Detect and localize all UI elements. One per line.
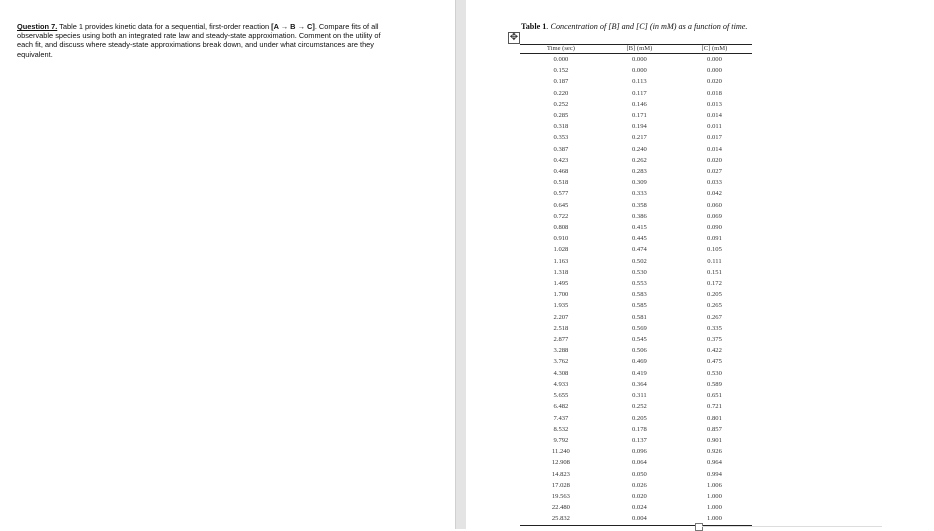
cell-b: 0.585	[631, 302, 647, 310]
table-row	[520, 99, 752, 110]
table-row	[520, 110, 752, 121]
table-row	[520, 188, 752, 199]
cell-b: 0.096	[631, 448, 647, 456]
table-row	[520, 54, 752, 66]
cell-c: 0.151	[707, 268, 722, 276]
table-row	[520, 155, 752, 166]
cell-time: 0.318	[553, 123, 569, 131]
table-row	[520, 177, 752, 188]
question-text-part1: Table 1 provides kinetic data for a sequential, first-order reaction	[57, 22, 272, 31]
cell-time: 5.655	[553, 392, 569, 400]
cell-b: 0.364	[631, 380, 647, 388]
table-row	[520, 480, 752, 491]
cell-c: 0.205	[707, 291, 722, 299]
table-row	[520, 256, 752, 267]
table-row	[520, 121, 752, 132]
cell-b: 0.024	[631, 504, 647, 512]
table-row	[520, 401, 752, 412]
table-row	[520, 457, 752, 468]
table-row	[520, 289, 752, 300]
cell-time: 2.877	[553, 336, 569, 344]
cell-c: 1.000	[707, 492, 722, 500]
cell-b: 0.469	[631, 358, 647, 366]
cell-c: 0.042	[707, 190, 722, 198]
cell-c: 0.589	[707, 380, 722, 388]
cell-b: 0.581	[631, 313, 647, 321]
cell-b: 0.419	[631, 369, 647, 377]
cell-c: 0.017	[707, 134, 722, 142]
right-page	[466, 0, 934, 529]
table-row	[520, 300, 752, 311]
header-time: Time (sec)	[520, 45, 602, 54]
table-body	[520, 54, 752, 526]
table-row	[520, 390, 752, 401]
cell-b: 0.205	[631, 414, 647, 422]
table-row	[520, 88, 752, 99]
cell-b: 0.445	[631, 235, 647, 243]
move-icon[interactable]: ✥	[509, 32, 519, 43]
cell-b: 0.386	[631, 212, 647, 220]
table-caption	[521, 22, 747, 31]
cell-c: 0.530	[707, 369, 722, 377]
table-row	[520, 222, 752, 233]
table-row	[520, 368, 752, 379]
table-row	[520, 379, 752, 390]
cell-time: 0.252	[553, 100, 569, 108]
table-row	[520, 166, 752, 177]
cell-b: 0.020	[631, 492, 647, 500]
cell-b: 0.171	[631, 112, 647, 120]
cell-time: 0.152	[553, 67, 569, 75]
cell-b: 0.283	[631, 168, 647, 176]
table-row	[520, 446, 752, 457]
table-row	[520, 323, 752, 334]
cell-time: 2.518	[553, 324, 569, 332]
table-row	[520, 435, 752, 446]
cell-c: 0.013	[707, 100, 722, 108]
table-row	[520, 312, 752, 323]
cell-time: 2.207	[553, 313, 569, 321]
table-row	[520, 132, 752, 143]
cell-time: 1.495	[553, 280, 569, 288]
cell-c: 0.014	[707, 145, 722, 153]
cell-c: 0.857	[707, 425, 722, 433]
cell-b: 0.474	[631, 246, 647, 254]
cell-time: 1.700	[553, 291, 569, 299]
cell-b: 0.000	[631, 67, 647, 75]
cell-b: 0.358	[631, 201, 647, 209]
cell-time: 0.000	[553, 56, 569, 63]
question-number: Question 7.	[17, 22, 58, 31]
cell-time: 6.482	[553, 403, 569, 411]
cell-b: 0.240	[631, 145, 647, 153]
cell-b: 0.004	[602, 513, 677, 525]
cell-c: 0.375	[707, 336, 722, 344]
table-row	[520, 334, 752, 345]
cell-time: 1.318	[553, 268, 569, 276]
table-row	[520, 502, 752, 513]
cell-c: 0.105	[707, 246, 722, 254]
concentration-table	[520, 44, 752, 526]
cell-b: 0.064	[631, 459, 647, 467]
cell-c: 1.006	[707, 481, 722, 489]
cell-b: 0.217	[631, 134, 647, 142]
cell-c: 0.000	[707, 67, 722, 75]
cell-c: 0.964	[707, 459, 722, 467]
cell-c: 0.265	[707, 302, 722, 310]
table-row	[520, 424, 752, 435]
cell-c: 0.027	[707, 168, 722, 176]
cell-c: 0.801	[707, 414, 722, 422]
table-row	[520, 469, 752, 480]
cell-c: 0.014	[707, 112, 722, 120]
cell-c: 0.000	[707, 56, 722, 63]
cell-time: 9.792	[553, 436, 569, 444]
cell-b: 0.569	[631, 324, 647, 332]
cell-c: 0.018	[707, 89, 722, 97]
question-text-part2: . Compare fits of all observable species using both an integrated rate law and steady-state approximation. Comment on the utility of each fit, and discuss where steady-state approximations break down, and under what circumstances are they equivalent.	[17, 22, 381, 59]
cell-time: 7.437	[553, 414, 569, 422]
cell-b: 0.026	[631, 481, 647, 489]
table-row	[520, 144, 752, 155]
cell-b: 0.178	[631, 425, 647, 433]
cell-c: 0.267	[707, 313, 722, 321]
table-row	[520, 244, 752, 255]
cell-c: 0.475	[707, 358, 722, 366]
cell-c: 1.000	[707, 504, 722, 512]
table-row	[520, 267, 752, 278]
cell-b: 0.137	[631, 436, 647, 444]
cell-c: 0.721	[707, 403, 722, 411]
cell-b: 0.311	[632, 392, 647, 400]
cell-time: 8.532	[553, 425, 569, 433]
cell-time: 1.935	[553, 302, 569, 310]
cell-time: 0.220	[553, 89, 569, 97]
table-row	[520, 65, 752, 76]
cell-b: 0.415	[631, 224, 647, 232]
cell-c: 0.422	[707, 347, 722, 355]
cell-time: 0.468	[553, 168, 569, 176]
cell-b: 0.146	[631, 100, 647, 108]
cell-time: 0.353	[553, 134, 569, 142]
table-row	[520, 513, 752, 525]
cell-time: 0.910	[553, 235, 569, 243]
cell-b: 0.113	[632, 78, 647, 86]
table-row	[520, 345, 752, 356]
table-row	[520, 356, 752, 367]
table-caption-text: . Concentration of [B] and [C] (in mM) as a function of time.	[546, 22, 748, 31]
left-page	[0, 0, 455, 529]
cell-time: 4.308	[553, 369, 569, 377]
cell-c: 0.111	[707, 257, 722, 265]
cell-c: 0.091	[707, 235, 722, 243]
cell-c: 0.020	[707, 78, 722, 86]
cell-time: 4.933	[553, 380, 569, 388]
cell-time: 14.823	[551, 470, 570, 478]
cell-c: 0.994	[707, 470, 722, 478]
table-row	[520, 233, 752, 244]
cell-c: 0.926	[707, 448, 722, 456]
cell-b: 0.309	[631, 179, 647, 187]
cell-b: 0.000	[631, 56, 647, 63]
table-row	[520, 491, 752, 502]
cell-b: 0.545	[631, 336, 647, 344]
cell-b: 0.117	[632, 89, 647, 97]
reaction-scheme: [A → B → C]	[271, 22, 315, 31]
cell-b: 0.530	[631, 268, 647, 276]
cell-time: 3.762	[553, 358, 569, 366]
table-row	[520, 413, 752, 424]
cell-c: 0.090	[707, 224, 722, 232]
cell-c: 0.060	[707, 201, 722, 209]
cell-c: 0.033	[707, 179, 722, 187]
cell-time: 19.563	[551, 492, 570, 500]
cell-time: 1.028	[553, 246, 569, 254]
header-b: [B] (mM)	[602, 45, 677, 54]
question-text	[17, 22, 397, 59]
cell-time: 0.808	[553, 224, 569, 232]
cell-b: 0.252	[631, 403, 647, 411]
cell-time: 0.645	[553, 201, 569, 209]
cell-time: 0.187	[553, 78, 569, 86]
cell-c: 0.011	[707, 123, 722, 131]
table-row	[520, 200, 752, 211]
cell-time: 25.832	[520, 513, 602, 525]
cell-time: 17.028	[551, 481, 570, 489]
cell-b: 0.262	[631, 156, 647, 164]
cell-b: 0.502	[631, 257, 647, 265]
cell-time: 22.480	[551, 504, 570, 512]
cell-time: 12.908	[551, 459, 570, 467]
table-row	[520, 76, 752, 87]
cell-time: 0.518	[553, 179, 569, 187]
cell-c: 0.172	[707, 280, 722, 288]
cell-time: 3.288	[553, 347, 569, 355]
cell-time: 0.285	[553, 112, 569, 120]
cell-time: 0.423	[553, 156, 569, 164]
cell-time: 0.387	[553, 145, 569, 153]
cell-c: 0.069	[707, 212, 722, 220]
cell-time: 11.240	[551, 448, 570, 456]
cell-c: 0.335	[707, 324, 722, 332]
table-caption-label: Table 1	[521, 22, 547, 31]
cell-time: 1.163	[553, 257, 569, 265]
cell-c: 0.651	[707, 392, 722, 400]
cell-b: 0.506	[631, 347, 647, 355]
cell-b: 0.194	[631, 123, 647, 131]
cell-b: 0.583	[631, 291, 647, 299]
bottom-rule	[702, 526, 882, 527]
cell-c: 0.020	[707, 156, 722, 164]
cell-b: 0.050	[631, 470, 647, 478]
cell-c: 1.000	[677, 513, 752, 525]
header-c: [C] (mM)	[677, 45, 752, 54]
cell-time: 0.577	[553, 190, 569, 198]
cell-time: 0.722	[553, 212, 569, 220]
cell-b: 0.333	[631, 190, 647, 198]
cell-c: 0.901	[707, 436, 722, 444]
table-header-row	[520, 45, 752, 54]
table-row	[520, 278, 752, 289]
table-row	[520, 211, 752, 222]
table-resize-handle[interactable]	[695, 523, 703, 531]
cell-b: 0.553	[631, 280, 647, 288]
